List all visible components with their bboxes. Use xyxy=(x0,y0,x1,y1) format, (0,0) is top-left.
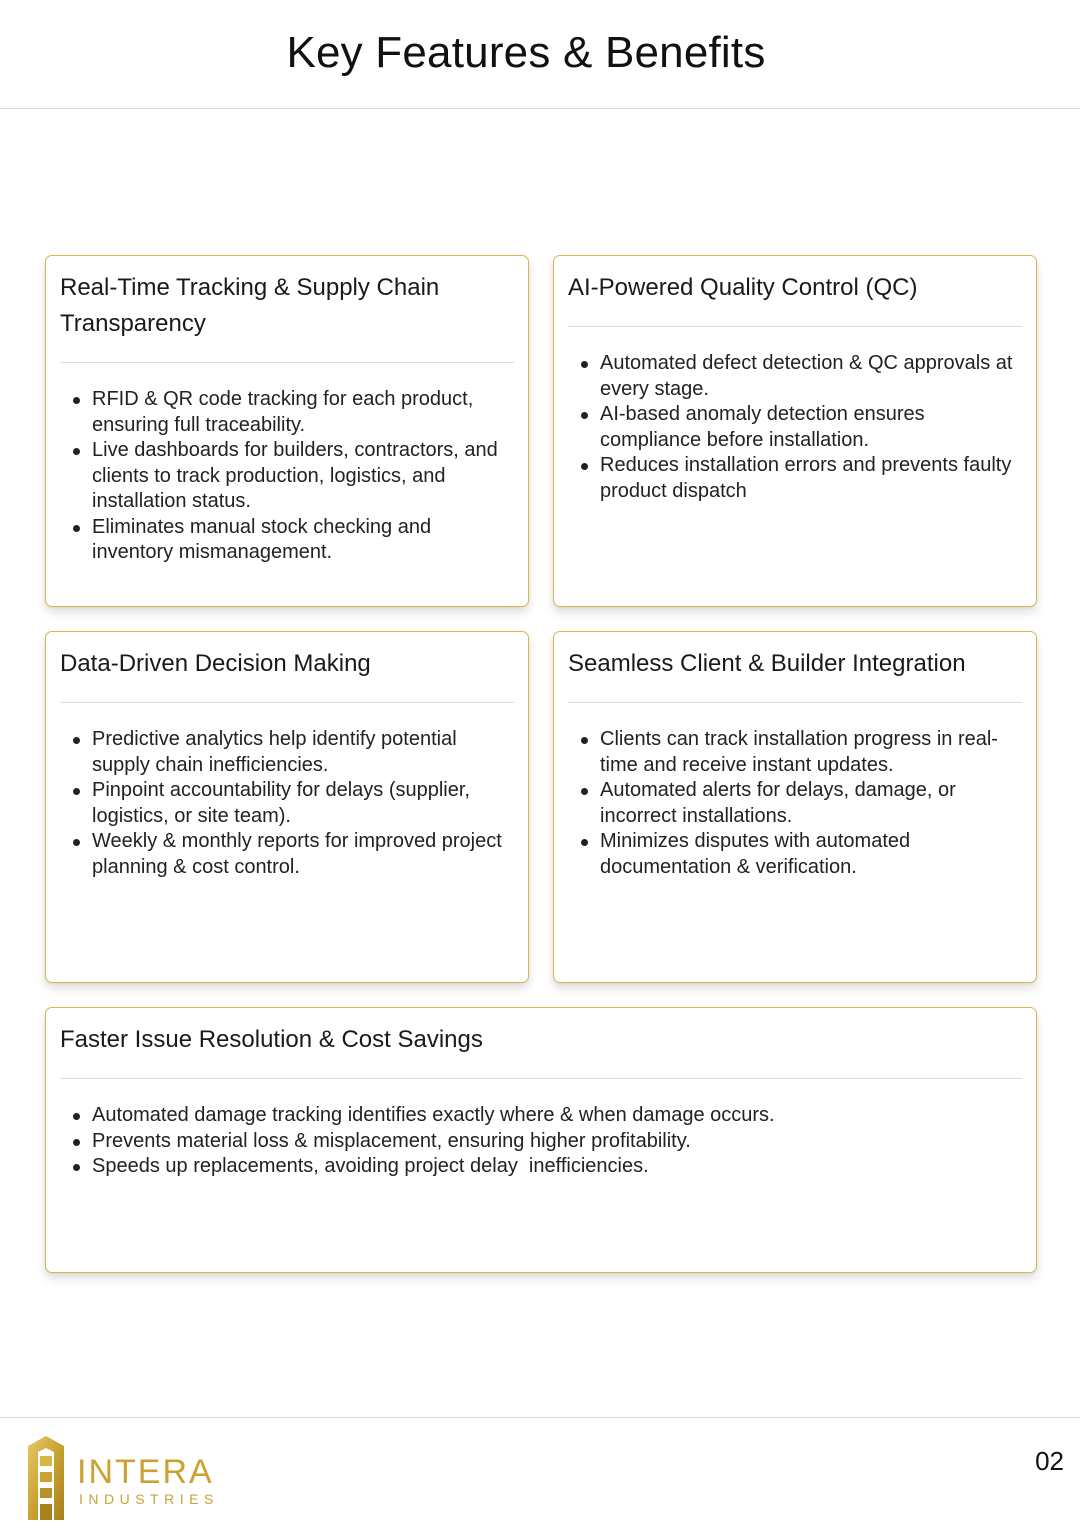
list-item: Automated damage tracking identifies exactly where & when damage occurs. xyxy=(92,1103,1024,1129)
list-item: Pinpoint accountability for delays (supplier, logistics, or site team). xyxy=(92,778,516,829)
page-title: Key Features & Benefits xyxy=(286,28,766,77)
list-item: Minimizes disputes with automated documentation & verification. xyxy=(600,829,1024,880)
feature-card-quality-control xyxy=(553,255,1037,607)
brand-tagline: INDUSTRIES xyxy=(79,1491,219,1507)
list-item: Prevents material loss & misplacement, ensuring higher profitability. xyxy=(92,1129,1024,1155)
feature-card-issue-resolution xyxy=(45,1007,1037,1273)
feature-card-integration xyxy=(553,631,1037,983)
list-item: RFID & QR code tracking for each product, ensuring full traceability. xyxy=(92,387,516,438)
brand-name: INTERA xyxy=(77,1453,214,1491)
list-item: Automated alerts for delays, damage, or incorrect installations. xyxy=(600,778,1024,829)
card-bullet-list xyxy=(600,727,1024,880)
page-header xyxy=(0,0,1080,109)
feature-card-tracking xyxy=(45,255,529,607)
feature-card-decision-making xyxy=(45,631,529,983)
card-title: Faster Issue Resolution & Cost Savings xyxy=(60,1026,483,1053)
list-item: Weekly & monthly reports for improved project planning & cost control. xyxy=(92,829,516,880)
card-title: Seamless Client & Builder Integration xyxy=(568,650,966,677)
building-logo-icon xyxy=(28,1436,64,1520)
list-item: Clients can track installation progress in real-time and receive instant updates. xyxy=(600,727,1024,778)
footer-divider xyxy=(0,1417,1080,1418)
card-divider xyxy=(60,362,514,363)
card-divider xyxy=(568,326,1022,327)
card-divider xyxy=(60,702,514,703)
list-item: Live dashboards for builders, contractors, and clients to track production, logistics, and installation status. xyxy=(92,438,516,515)
page-number: 02 xyxy=(1035,1446,1064,1476)
card-bullet-list xyxy=(600,351,1024,504)
card-divider xyxy=(60,1078,1022,1079)
list-item: Automated defect detection & QC approvals at every stage. xyxy=(600,351,1024,402)
card-divider xyxy=(568,702,1022,703)
list-item: Predictive analytics help identify potential supply chain inefficiencies. xyxy=(92,727,516,778)
card-title: Data-Driven Decision Making xyxy=(60,650,371,677)
card-bullet-list xyxy=(92,1103,1024,1180)
list-item: Eliminates manual stock checking and inventory mismanagement. xyxy=(92,515,516,566)
list-item: Reduces installation errors and prevents faulty product dispatch xyxy=(600,453,1024,504)
list-item: Speeds up replacements, avoiding project delay inefficiencies. xyxy=(92,1154,1024,1180)
card-bullet-list xyxy=(92,387,516,566)
list-item: AI-based anomaly detection ensures compliance before installation. xyxy=(600,402,1024,453)
card-title: Real-Time Tracking & Supply Chain Transparency xyxy=(60,274,440,337)
card-bullet-list xyxy=(92,727,516,880)
card-title: AI-Powered Quality Control (QC) xyxy=(568,274,918,301)
